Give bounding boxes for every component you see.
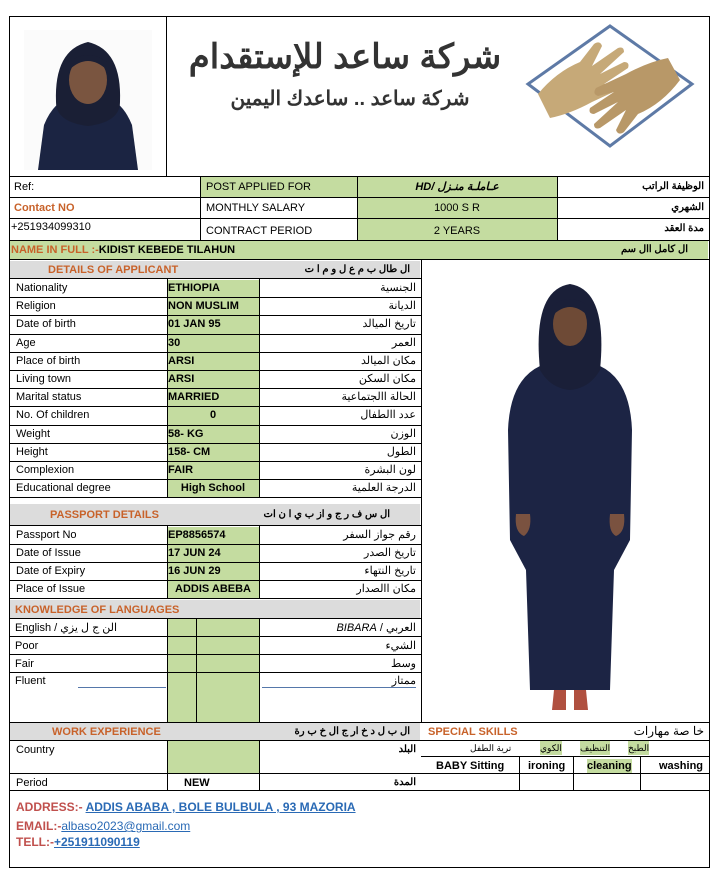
applicant-value: ARSI: [168, 354, 195, 367]
applicant-full-body-photo: [470, 270, 670, 720]
applicant-label: No. Of children: [16, 409, 90, 422]
applicant-label: Religion: [16, 300, 56, 313]
applicant-value: High School: [180, 482, 246, 495]
applicant-arabic-label: الوزن: [390, 427, 416, 440]
skill-arabic-childcare: ترية الطفل: [470, 743, 512, 753]
skill-baby-sitting: [436, 759, 504, 773]
full-name: [11, 243, 235, 257]
full-name-value: KIDIST KEBEDE TILAHUN: [98, 244, 236, 256]
applicant-value: 158- CM: [168, 445, 211, 458]
address-label: ADDRESS:-: [16, 800, 83, 814]
applicant-arabic-label: الحالة االجتماعية: [341, 391, 416, 404]
applicant-arabic-label: لون البشرة: [364, 464, 416, 476]
level-fair-label: Fair: [15, 658, 34, 670]
salary-label: MONTHLY SALARY: [206, 202, 306, 214]
passport-arabic-label: رقم جواز السفر: [343, 529, 416, 541]
applicant-headshot-photo: [24, 30, 152, 170]
salary-arabic-label: الشهري: [671, 202, 704, 213]
contact-number: +251934099310: [11, 221, 91, 233]
passport-section-title: PASSPORT DETAILS: [50, 509, 159, 521]
passport-value: 17 JUN 24: [168, 547, 221, 559]
passport-section-title-arabic: ال س ف ر ج و از ب ي ا ن ات: [263, 509, 390, 520]
ref-label: Ref:: [14, 181, 35, 193]
email-label: EMAIL:-: [16, 819, 62, 833]
applicant-value: FAIR: [168, 464, 194, 476]
applicant-label: Date of birth: [16, 318, 76, 331]
applicant-value: 30: [168, 336, 181, 349]
applicant-label: Living town: [16, 373, 72, 385]
skill-cleaning: cleaning: [587, 760, 632, 772]
address-value[interactable]: ADDIS ABABA , BOLE BULBULA , 93 MAZORIA: [85, 800, 356, 814]
applicant-section-title-arabic: ال طال ب م ع ل و م ا ت: [304, 264, 410, 275]
languages-section-title: KNOWLEDGE OF LANGUAGES: [15, 604, 180, 616]
applicant-label: Age: [16, 336, 36, 349]
applicant-section-title: DETAILS OF APPLICANT: [48, 264, 179, 276]
passport-arabic-label: تاريخ النتهاء: [364, 565, 416, 577]
applicant-value: 0: [209, 409, 217, 422]
applicant-arabic-label: الدرجة العلمية: [351, 482, 416, 495]
applicant-value: ARSI: [168, 373, 195, 385]
post-arabic-label: الوظيفة الراتب: [642, 181, 704, 192]
passport-arabic-label: تاريخ الصدر: [364, 547, 416, 559]
level-fluent-label: Fluent: [15, 675, 46, 687]
applicant-arabic-label: العمر: [391, 336, 416, 349]
tel-link[interactable]: +251911090119: [54, 835, 140, 849]
skill-ironing: ironing: [528, 760, 566, 772]
address-line: [16, 800, 356, 815]
contract-value: 2 YEARS: [433, 225, 481, 237]
applicant-label: Marital status: [16, 391, 82, 404]
country-arabic-label: البلد: [398, 744, 416, 755]
email-line: [16, 819, 190, 834]
level-poor-arabic: الشيء: [385, 640, 416, 652]
post-label: POST APPLIED FOR: [206, 181, 311, 193]
applicant-label: Complexion: [16, 464, 75, 476]
arabic-language-value: BIBARA: [336, 622, 377, 634]
experience-section-title-arabic: ال ب ل د خ ار ج ال خ ب رة: [294, 726, 410, 737]
applicant-arabic-label: الديانة: [388, 300, 416, 313]
passport-value: ADDIS ABEBA: [175, 583, 251, 595]
contract-label: CONTRACT PERIOD: [206, 225, 313, 237]
applicant-label: Weight: [16, 427, 51, 440]
applicant-value: 58- KG: [168, 427, 204, 440]
passport-arabic-label: مكان االصدار: [356, 583, 416, 595]
applicant-label: Nationality: [16, 282, 68, 294]
arabic-language-label: العربي /: [379, 622, 416, 634]
applicant-arabic-label: عدد االطفال: [360, 409, 416, 422]
passport-value: 16 JUN 29: [168, 565, 221, 577]
applicant-value: ETHIOPIA: [168, 282, 220, 294]
applicant-arabic-label: مكان الميالد: [360, 354, 416, 367]
passport-label: Date of Expiry: [16, 565, 86, 577]
tel-label: TELL:-: [16, 835, 54, 849]
passport-label: Place of Issue: [16, 583, 86, 595]
applicant-arabic-label: مكان السكن: [358, 373, 416, 385]
level-fluent-arabic: ممتاز: [391, 675, 416, 687]
period-label: Period: [16, 777, 48, 789]
skills-section-title-arabic: خا صة مهارات: [633, 724, 704, 738]
applicant-value: 01 JAN 95: [168, 318, 221, 331]
passport-value: EP8856574: [168, 529, 226, 541]
salary-value: 1000 S R: [434, 202, 480, 214]
full-name-label: NAME IN FULL :-: [11, 244, 99, 256]
contract-arabic-label: مدة العقد: [664, 223, 704, 234]
level-fair-arabic: وسط: [391, 658, 416, 670]
arabic-language: [262, 621, 416, 635]
company-slogan-arabic: شركة ساعد .. ساعدك اليمين: [230, 88, 470, 110]
contact-label: Contact NO: [14, 202, 75, 214]
company-name-arabic: شركة ساعد للإستقدام: [188, 38, 502, 76]
skills-section-title: SPECIAL SKILLS: [428, 726, 518, 738]
company-logo-hands: [520, 22, 698, 152]
applicant-arabic-label: الطول: [386, 445, 416, 458]
experience-section-title: WORK EXPERIENCE: [52, 726, 161, 738]
applicant-label: Place of birth: [16, 354, 81, 367]
period-arabic-label: المدة: [393, 777, 416, 788]
skill-arabic-ironing: الكوي: [540, 743, 562, 753]
skill-arabic-cooking: الطبخ: [628, 743, 650, 753]
skill-washing: washing: [659, 760, 704, 772]
applicant-value: NON MUSLIM: [168, 300, 239, 313]
level-poor-label: Poor: [15, 640, 39, 652]
applicant-label: Educational degree: [16, 482, 111, 495]
country-label: Country: [16, 744, 55, 756]
passport-label: Date of Issue: [16, 547, 81, 559]
passport-label: Passport No: [16, 529, 77, 541]
skill-baby-sitting-text: BABY Sitting: [436, 760, 505, 772]
applicant-value: MARRIED: [168, 391, 220, 404]
skill-arabic-cleaning: التنظيف: [580, 743, 611, 753]
full-name-arabic-label: ال كامل اال سم: [621, 244, 688, 255]
post-value: HD/ عـاملـة منـزل: [415, 181, 499, 193]
applicant-arabic-label: الجنسية: [380, 282, 416, 294]
period-value: NEW: [184, 777, 210, 789]
english-language-label: English / الن ج ل يزي: [15, 622, 118, 634]
applicant-arabic-label: تاريخ الميالد: [362, 318, 416, 331]
applicant-label: Height: [16, 445, 48, 458]
email-link[interactable]: albaso2023@gmail.com: [61, 819, 191, 833]
tel-line: [16, 835, 140, 850]
